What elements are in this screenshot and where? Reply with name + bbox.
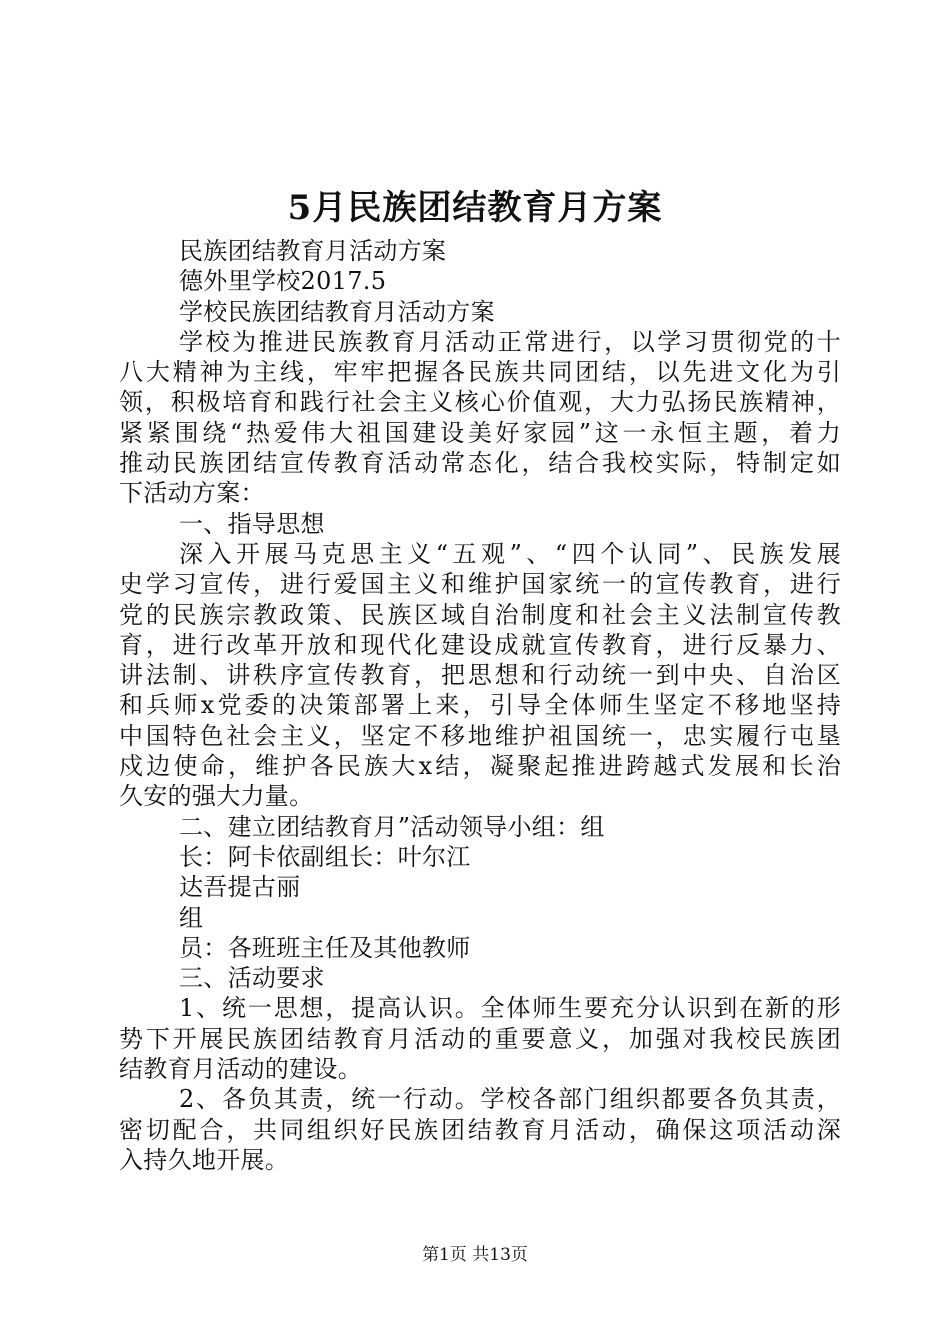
page-footer: 第1页 共13页 xyxy=(422,1245,528,1265)
text-line: 员：各班班主任及其他教师 xyxy=(179,933,471,962)
document-title: 5月民族团结教育月方案 xyxy=(287,188,663,228)
document-body xyxy=(119,236,841,1175)
text-line: 领，积极培育和践行社会主义核心价值观，大力弘扬民族精神， xyxy=(119,388,841,417)
text-line: 育，进行改革开放和现代化建设成就宣传教育，进行反暴力、 xyxy=(119,630,841,659)
text-line: 达吾提古丽 xyxy=(179,873,301,902)
text-line: 下活动方案： xyxy=(119,479,265,508)
text-line: 紧紧围绕“热爱伟大祖国建设美好家园”这一永恒主题，着力 xyxy=(119,418,841,447)
text-line: 八大精神为主线，牢牢把握各民族共同团结，以先进文化为引 xyxy=(119,358,841,387)
text-line: 密切配合，共同组织好民族团结教育月活动，确保这项活动深 xyxy=(119,1115,841,1144)
text-line: 二、建立团结教育月”活动领导小组：组 xyxy=(179,812,605,841)
text-line: 1、统一思想，提高认识。全体师生要充分认识到在新的形 xyxy=(179,994,841,1023)
text-line: 推动民族团结宣传教育活动常态化，结合我校实际，特制定如 xyxy=(119,449,841,478)
text-line: 深入开展马克思主义“五观”、“四个认同”、民族发展 xyxy=(179,539,841,568)
text-line: 德外里学校2017.5 xyxy=(179,267,387,296)
text-line: 学校为推进民族教育月活动正常进行，以学习贯彻党的十 xyxy=(179,327,841,356)
text-line: 势下开展民族团结教育月活动的重要意义，加强对我校民族团 xyxy=(119,1024,841,1053)
text-line: 讲法制、讲秩序宣传教育，把思想和行动统一到中央、自治区 xyxy=(119,661,841,690)
text-line: 民族团结教育月活动方案 xyxy=(179,237,447,265)
text-line: 党的民族宗教政策、民族区域自治制度和社会主义法制宣传教 xyxy=(119,600,841,629)
text-line: 戍边使命，维护各民族大x结，凝聚起推进跨越式发展和长治 xyxy=(119,752,841,781)
text-line: 和兵师x党委的决策部署上来，引导全体师生坚定不移地坚持 xyxy=(119,691,841,720)
text-line: 中国特色社会主义，坚定不移地维护祖国统一，忠实履行屯垦 xyxy=(119,721,841,750)
text-line: 史学习宣传，进行爱国主义和维护国家统一的宣传教育，进行 xyxy=(119,570,841,599)
text-line: 2、各负其责，统一行动。学校各部门组织都要各负其责， xyxy=(179,1085,841,1114)
text-line: 久安的强大力量。 xyxy=(119,782,314,811)
text-line: 组 xyxy=(179,903,204,932)
text-line: 入持久地开展。 xyxy=(119,1145,290,1174)
text-line: 一、指导思想 xyxy=(179,509,325,538)
text-line: 学校民族团结教育月活动方案 xyxy=(179,297,495,326)
text-line: 结教育月活动的建设。 xyxy=(119,1055,362,1084)
text-line: 长：阿卡依副组长：叶尔江 xyxy=(179,842,471,871)
text-line: 三、活动要求 xyxy=(179,964,325,993)
